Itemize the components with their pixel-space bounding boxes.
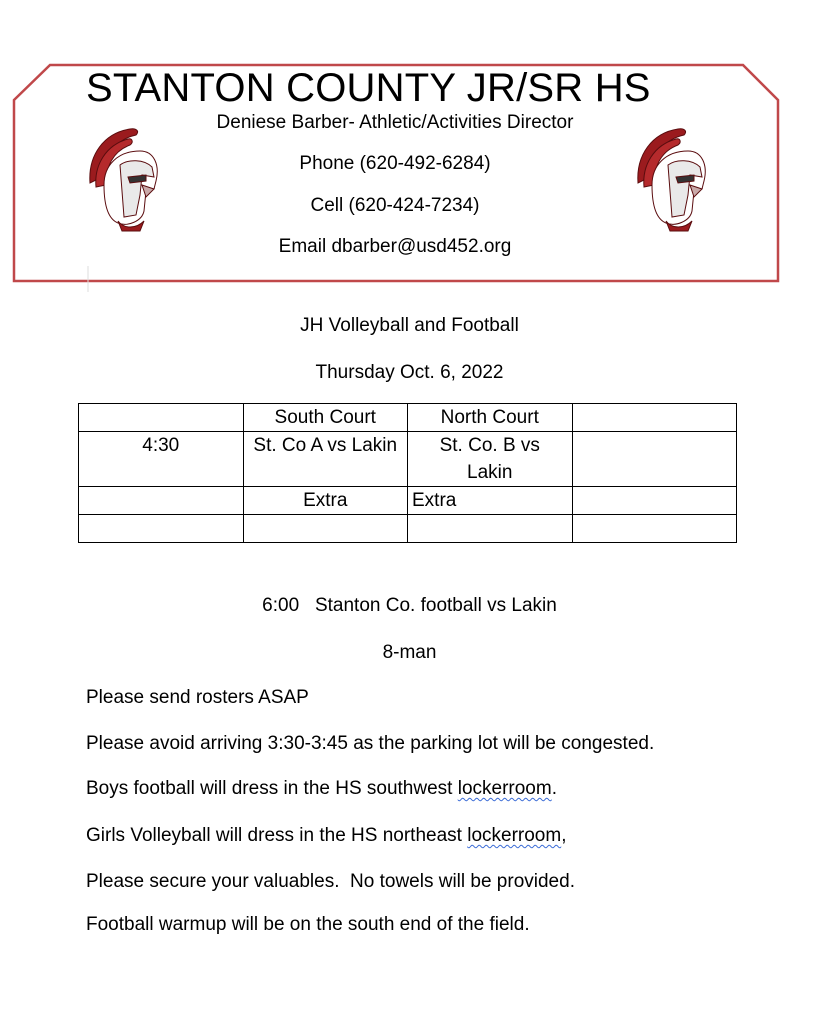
- spellcheck-word: lockerroom: [457, 778, 552, 799]
- note-line: Please secure your valuables. No towels will be provided.: [86, 871, 575, 892]
- football-time-line: 6:00 Stanton Co. football vs Lakin: [262, 595, 557, 616]
- table-cell: Extra: [243, 487, 408, 515]
- note-text: Girls Volleyball will dress in the HS northeast: [86, 825, 468, 846]
- table-cell: [572, 515, 737, 543]
- table-header-row: [79, 404, 737, 432]
- table-cell: 4:30: [79, 432, 244, 487]
- school-name: STANTON COUNTY JR/SR HS: [86, 66, 651, 110]
- table-row: [79, 515, 737, 543]
- note-line: Please avoid arriving 3:30-3:45 as the parking lot will be congested.: [86, 733, 655, 754]
- spellcheck-word: lockerroom: [467, 825, 562, 846]
- event-date: Thursday Oct. 6, 2022: [315, 362, 504, 383]
- table-cell: [79, 487, 244, 515]
- table-cell: [572, 404, 737, 432]
- table-row: [79, 432, 737, 487]
- director-line: Deniese Barber- Athletic/Activities Director: [216, 112, 574, 133]
- note-text: ,: [561, 825, 567, 846]
- table-cell: [572, 432, 737, 487]
- trojan-helmet-icon: [632, 125, 712, 233]
- phone-line: Phone (620-492-6284): [299, 153, 491, 174]
- cell-line: Cell (620-424-7234): [310, 195, 480, 216]
- table-cell: [79, 515, 244, 543]
- note-line: Please send rosters ASAP: [86, 687, 309, 708]
- table-cell: [572, 487, 737, 515]
- note-line: [86, 777, 557, 801]
- football-format: 8-man: [382, 642, 437, 663]
- note-line: [86, 824, 566, 848]
- table-row: [79, 487, 737, 515]
- note-line: Football warmup will be on the south end of the field.: [86, 914, 530, 935]
- event-title: JH Volleyball and Football: [300, 315, 519, 336]
- note-text: .: [551, 778, 557, 799]
- note-text: Boys football will dress in the HS southwest: [86, 778, 458, 799]
- table-cell: North Court: [408, 404, 573, 432]
- email-line: Email dbarber@usd452.org: [278, 236, 512, 257]
- table-cell: [243, 515, 408, 543]
- table-cell: South Court: [243, 404, 408, 432]
- table-cell: St. Co. B vs Lakin: [408, 432, 573, 487]
- table-cell: Extra: [408, 487, 573, 515]
- trojan-helmet-icon: [84, 125, 164, 233]
- table-cell: [79, 404, 244, 432]
- table-cell: St. Co A vs Lakin: [243, 432, 408, 487]
- table-cell: [408, 515, 573, 543]
- schedule-table: [78, 403, 737, 543]
